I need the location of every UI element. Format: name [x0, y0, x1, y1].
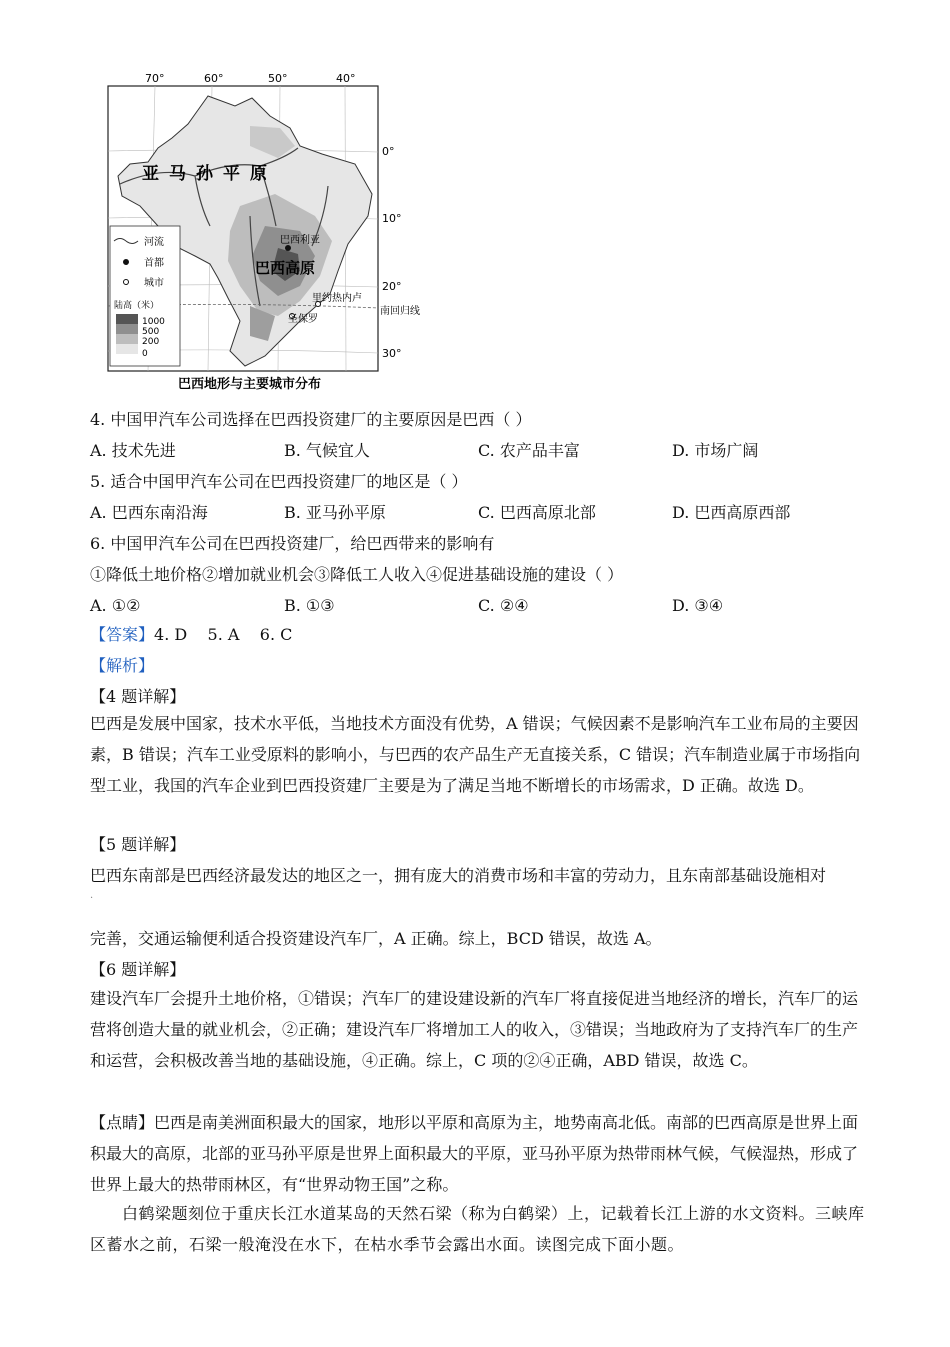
q5-option-c: C. 巴西高原北部 [478, 503, 596, 522]
answer-line [90, 624, 292, 646]
tip-text: 【点睛】巴西是南美洲面积最大的国家，地形以平原和高原为主，地势南高北低。南部的巴西高原是世界上面积最大的高原，北部的亚马孙平原是世界上面积最大的平原，亚马孙平原为热带雨林气候，气候湿热，形成了世界上最大的热带雨林区，有“世界动物王国”之称。 [90, 1113, 859, 1194]
lat-label: 10° [382, 212, 402, 225]
detail-4-text: 巴西是发展中国家，技术水平低，当地技术方面没有优势，A 错误；气候因素不是影响汽车工业布局的主要因素，B 错误；汽车工业受原料的影响小，与巴西的农产品生产无直接关系，C 错误；汽车制造业属于市场指向型工业，我国的汽车企业到巴西投资建厂主要是为了满足当地不断增长的市场需求，D 正确。故选 D。 [90, 714, 861, 795]
q6-option-d: D. ③④ [672, 596, 724, 615]
detail-6-text: 建设汽车厂会提升土地价格，①错误；汽车厂的建设建设新的汽车厂将直接促进当地经济的增长，汽车厂的运营将创造大量的就业机会，②正确；建设汽车厂将增加工人的收入，③错误；当地政府为了支持汽车厂的生产和运营，会积极改善当地的基础设施，④正确。综上，C 项的②④正确，ABD 错误，故选 C。 [90, 989, 859, 1070]
legend-elev-1000: 1000 [142, 317, 165, 327]
city-label-rio: 里约热内卢 [312, 293, 362, 304]
map-legend [110, 226, 180, 366]
question-6-stem: 6. 中国甲汽车公司在巴西投资建厂，给巴西带来的影响有 [90, 534, 495, 553]
q5-option-a: A. 巴西东南沿海 [90, 503, 208, 522]
tropic-label: 南回归线 [380, 306, 420, 317]
detail-5-tag: 【5 题详解】 [90, 835, 186, 854]
lon-label: 70° [145, 72, 165, 85]
detail-6-tag: 【6 题详解】 [90, 960, 186, 979]
q6-option-c: C. ②④ [478, 596, 529, 615]
q4-option-a: A. 技术先进 [90, 441, 176, 460]
lat-label: 30° [382, 347, 402, 360]
brazil-map [100, 66, 420, 396]
legend-elev-title: 陆高（米） [114, 301, 160, 311]
q5-option-d: D. 巴西高原西部 [672, 503, 791, 522]
map-caption: 巴西地形与主要城市分布 [178, 377, 322, 392]
page-break-mark: · [90, 893, 94, 904]
q4-option-b: B. 气候宜人 [284, 441, 370, 460]
answer-text: 4. D 5. A 6. C [154, 625, 293, 644]
city-label-brasilia: 巴西利亚 [280, 235, 320, 246]
legend-elev-500: 500 [142, 327, 160, 337]
q4-option-d: D. 市场广阔 [672, 441, 759, 460]
detail-4-tag: 【4 题详解】 [90, 687, 186, 706]
detail-5-text-2: 完善，交通运输便利适合投资建设汽车厂，A 正确。综上，BCD 错误，故选 A。 [90, 929, 662, 948]
legend-elev-200: 200 [142, 337, 160, 347]
brazil-highland-label: 巴西高原 [255, 259, 316, 277]
city-label-saopaulo: 圣保罗 [288, 314, 318, 325]
amazon-plain-label: 亚马孙平原 [142, 164, 277, 184]
analysis-tag: 【解析】 [90, 656, 155, 675]
legend-river: 河流 [144, 237, 164, 248]
lon-label: 40° [336, 72, 356, 85]
question-4-stem: 4. 中国甲汽车公司选择在巴西投资建厂的主要原因是巴西（ ） [90, 410, 532, 429]
legend-city: 城市 [144, 278, 164, 289]
lat-label: 20° [382, 280, 402, 293]
q4-option-c: C. 农产品丰富 [478, 441, 580, 460]
q6-option-b: B. ①③ [284, 596, 335, 615]
question-5-stem: 5. 适合中国甲汽车公司在巴西投资建厂的地区是（ ） [90, 472, 468, 491]
detail-5-text-1: 巴西东南部是巴西经济最发达的地区之一，拥有庞大的消费市场和丰富的劳动力，且东南部基础设施相对 [90, 866, 827, 885]
answer-tag: 【答案】 [90, 625, 155, 644]
intro-text: 白鹤梁题刻位于重庆长江水道某岛的天然石梁（称为白鹤梁）上，记载着长江上游的水文资料。三峡库区蓄水之前，石梁一般淹没在水下，在枯水季节会露出水面。读图完成下面小题。 [90, 1204, 865, 1254]
legend-capital: 首都 [144, 258, 164, 269]
question-6-statements: ①降低土地价格②增加就业机会③降低工人收入④促进基础设施的建设（ ） [90, 565, 624, 584]
lon-label: 60° [204, 72, 224, 85]
q6-option-a: A. ①② [90, 596, 141, 615]
lat-label: 0° [382, 145, 395, 158]
brazil-map-figure [100, 66, 420, 396]
lon-label: 50° [268, 72, 288, 85]
legend-elev-0: 0 [142, 349, 148, 359]
q5-option-b: B. 亚马孙平原 [284, 503, 386, 522]
